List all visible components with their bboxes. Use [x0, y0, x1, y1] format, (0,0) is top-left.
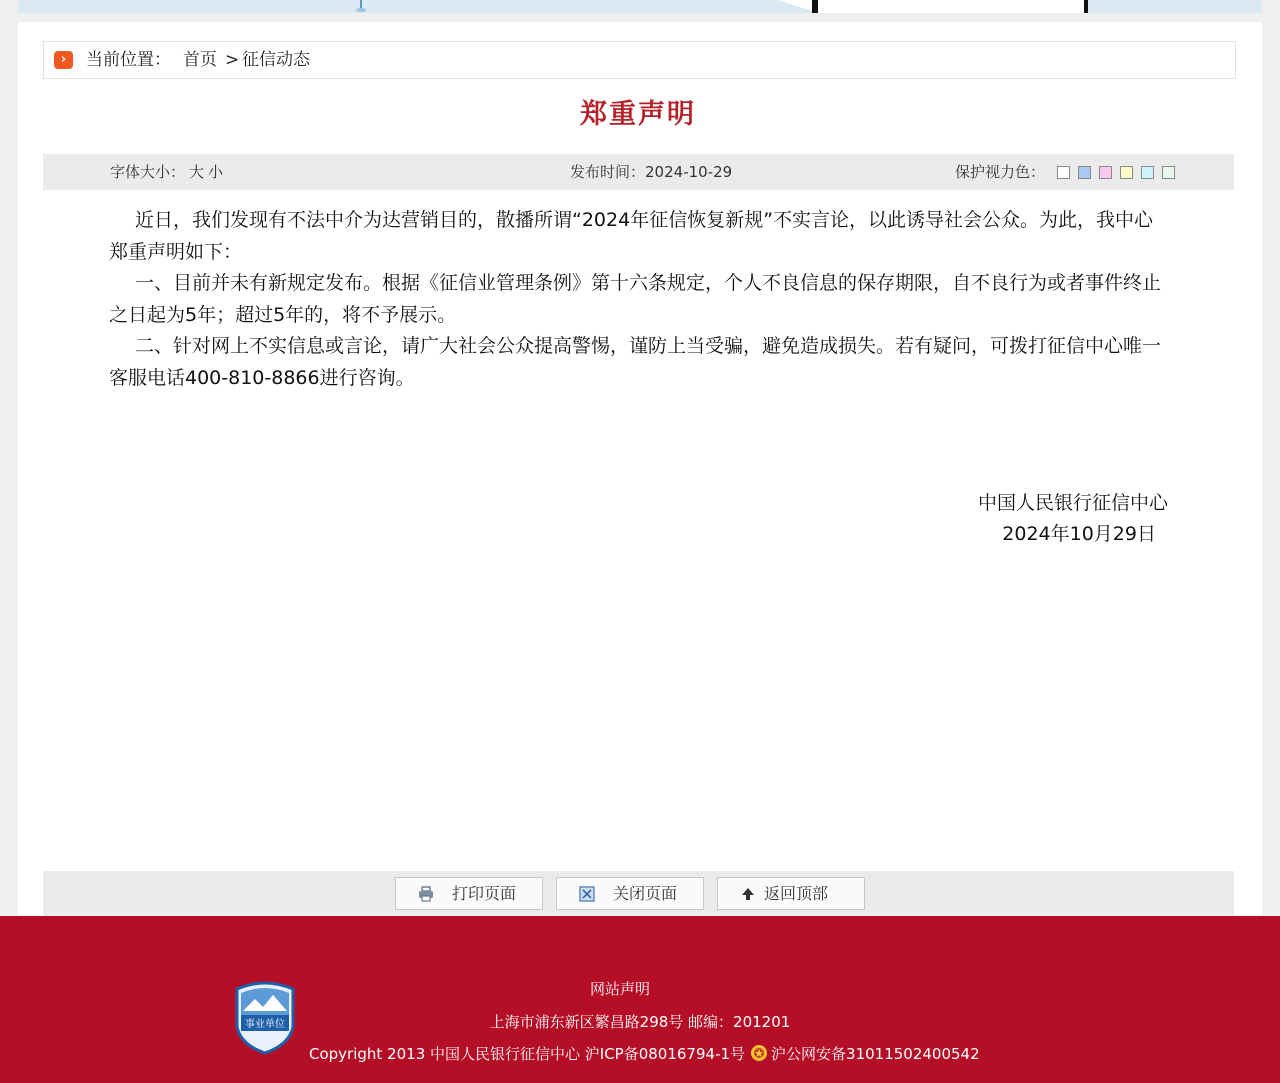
eye-color-swatch[interactable]: [1078, 166, 1091, 179]
breadcrumb-separator: >: [225, 50, 240, 70]
signature-org: 中国人民银行征信中心: [977, 492, 1168, 514]
publish-date: 2024-10-29: [645, 163, 733, 181]
eye-color-swatches: [1057, 166, 1183, 179]
eye-color-swatch[interactable]: [1057, 166, 1070, 179]
eye-color-swatch[interactable]: [1141, 166, 1154, 179]
font-size-label: 字体大小：: [110, 163, 186, 181]
signature-date: 2024年10月29日: [1002, 523, 1156, 545]
footer-copyright: Copyright 2013 中国人民银行征信中心 沪ICP备08016794-1号: [309, 1045, 746, 1063]
footer-address: 上海市浦东新区繁昌路298号 邮编：201201: [489, 1013, 791, 1031]
footer: [0, 916, 1280, 1083]
article-paragraph: 二、针对网上不实信息或言论，请广大社会公众提高警惕，谨防上当受骗，避免造成损失。若有疑问，可拨打征信中心唯一客服电话400-810-8866进行咨询。: [109, 335, 1162, 389]
close-window-icon: [579, 886, 595, 902]
article-paragraph: 近日，我们发现有不法中介为达营销目的，散播所谓“2024年征信恢复新规”不实言论，以此诱导社会公众。为此，我中心郑重声明如下：: [109, 209, 1154, 263]
print-page-button[interactable]: [395, 877, 543, 910]
font-size-control: [110, 154, 223, 190]
action-bar: [43, 871, 1234, 916]
police-emblem-icon: [750, 1044, 768, 1062]
breadcrumb-current-link[interactable]: 征信动态: [242, 50, 310, 70]
footer-police-record[interactable]: 沪公网安备31011502400542: [771, 1045, 980, 1063]
publish-time: [570, 154, 732, 190]
breadcrumb-home-link[interactable]: 首页: [183, 50, 217, 70]
close-page-label: 关闭页面: [613, 884, 678, 903]
back-to-top-button[interactable]: [717, 877, 865, 910]
arrow-right-icon: ›: [54, 51, 73, 69]
publish-label: 发布时间：: [570, 163, 646, 181]
eye-color-label: 保护视力色：: [955, 163, 1046, 181]
site-statement-link[interactable]: 网站声明: [589, 980, 650, 998]
article-page: [18, 22, 1262, 916]
font-small-link[interactable]: 小: [208, 163, 224, 181]
back-to-top-label: 返回顶部: [764, 884, 829, 903]
print-page-label: 打印页面: [452, 884, 517, 903]
eye-color-swatch[interactable]: [1120, 166, 1133, 179]
font-large-link[interactable]: 大: [189, 163, 205, 181]
printer-icon: [418, 886, 434, 902]
signature: [978, 488, 1168, 550]
arrow-up-icon: [740, 886, 756, 902]
article-info-bar: [43, 154, 1234, 190]
banner-building-graphic: [778, 0, 1088, 13]
eye-color-swatch[interactable]: [1162, 166, 1175, 179]
breadcrumb-label: 当前位置：: [86, 50, 171, 70]
breadcrumb: [43, 41, 1236, 79]
page-title: 郑重声明: [580, 99, 696, 130]
badge-text: 事业单位: [245, 1019, 285, 1030]
banner-pin-graphic: [354, 0, 368, 12]
article-paragraph: 一、目前并未有新规定发布。根据《征信业管理条例》第十六条规定，个人不良信息的保存期限，自不良行为或者事件终止之日起为5年；超过5年的，将不予展示。: [109, 272, 1162, 326]
footer-copyright-line: [309, 1043, 980, 1064]
article-body: [109, 205, 1171, 394]
eye-color-swatch[interactable]: [1099, 166, 1112, 179]
top-banner: [18, 0, 1262, 13]
close-page-button[interactable]: [556, 877, 704, 910]
